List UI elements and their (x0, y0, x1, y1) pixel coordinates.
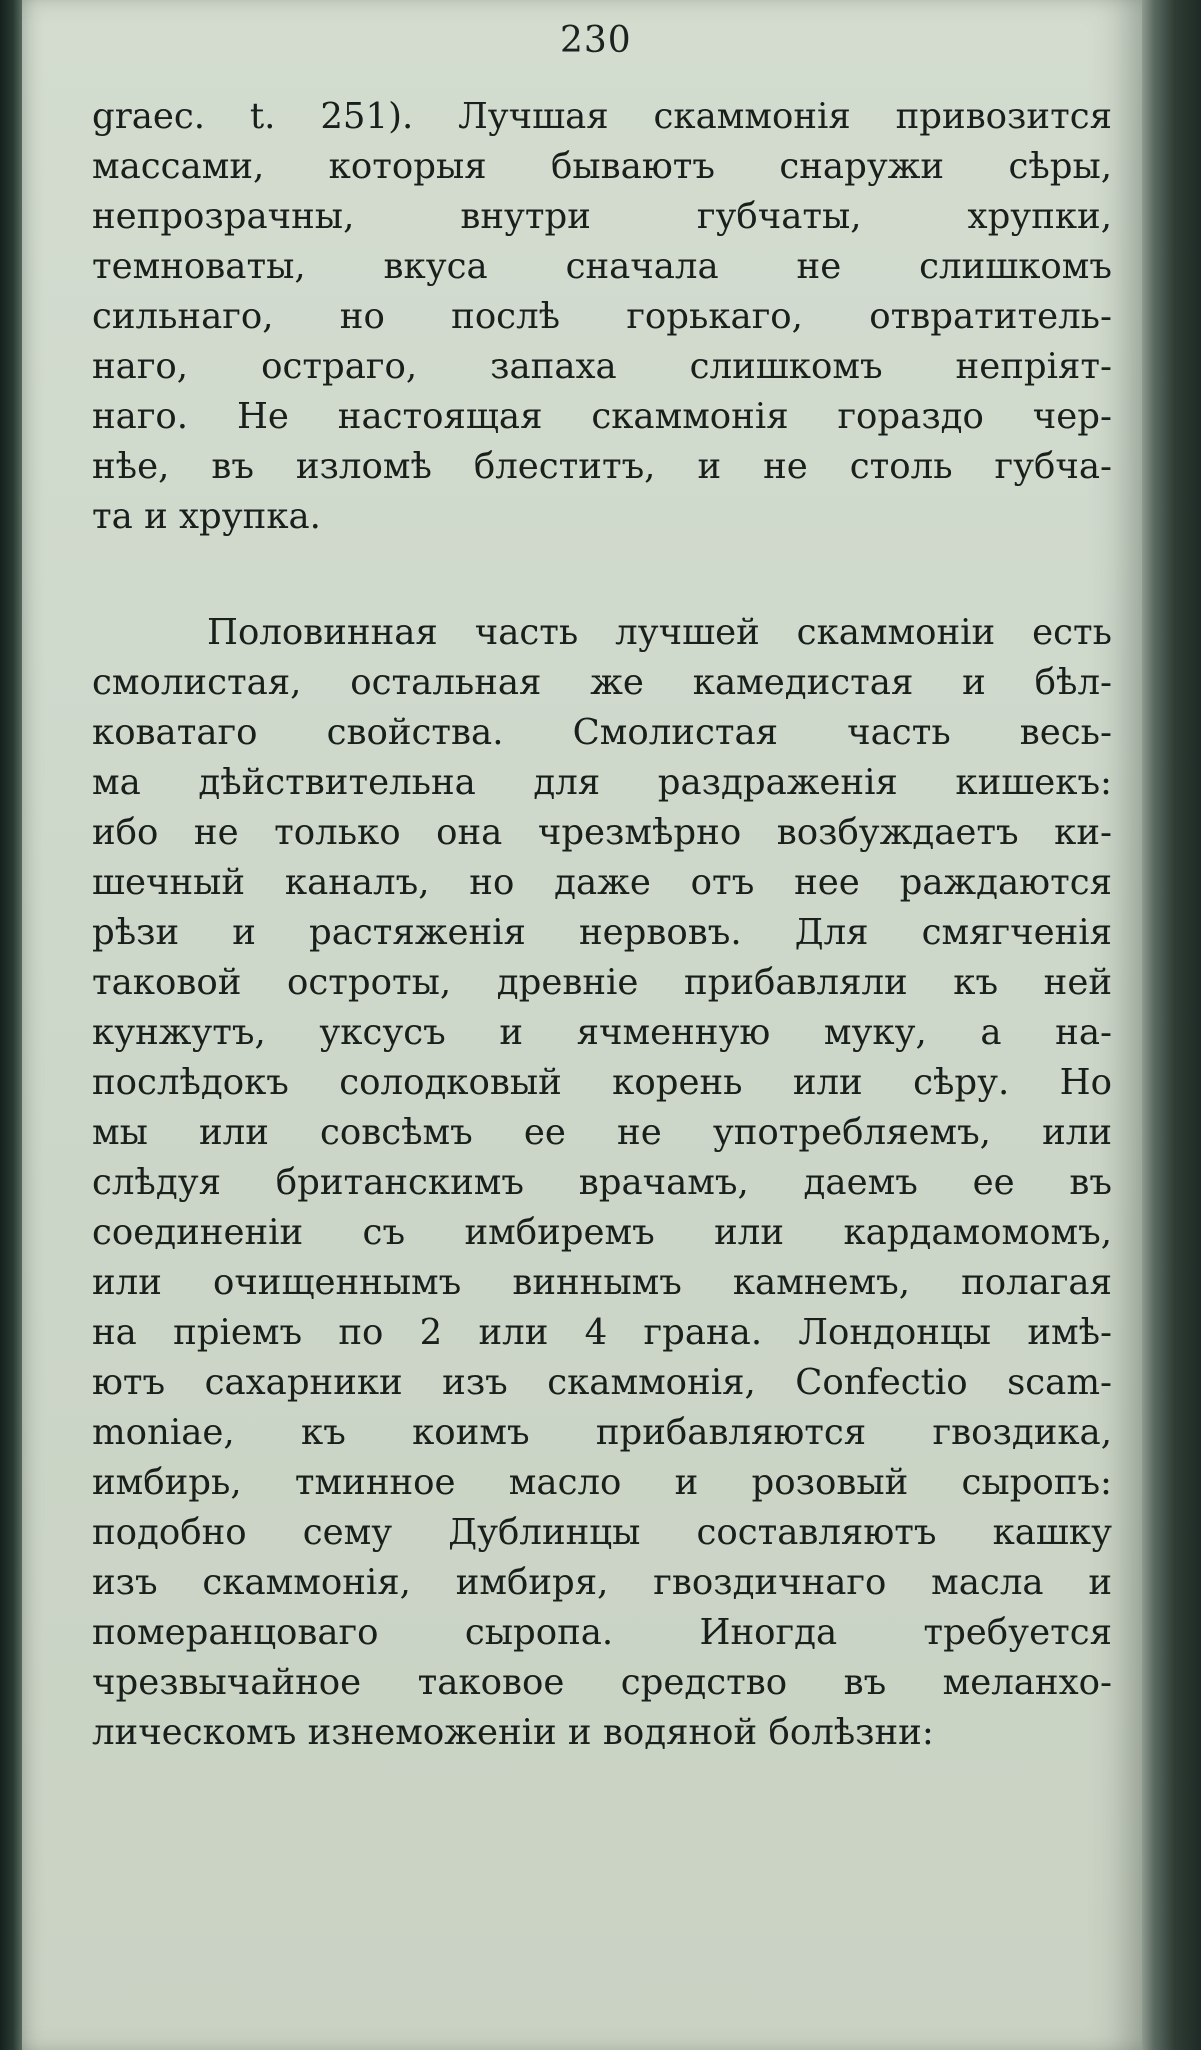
book-page-edge (1142, 0, 1201, 2050)
text-line: подобно сему Дублинцы составляютъ кашку (92, 1512, 1112, 1553)
text-line: рѣзи и растяженія нервовъ. Для смягченія (92, 912, 1112, 953)
text-line: на пріемъ по 2 или 4 грана. Лондонцы имѣ- (92, 1312, 1112, 1353)
text-line: послѣдокъ солодковый корень или сѣру. Но (92, 1062, 1112, 1103)
text-line: кунжутъ, уксусъ и ячменную муку, а на- (92, 1012, 1112, 1053)
text-line: graec. t. 251). Лучшая скаммонія привозится (92, 96, 1112, 137)
text-line: темноваты, вкуса сначала не слишкомъ (92, 246, 1112, 287)
text-line: ютъ сахарники изъ скаммонія, Confectio scam- (92, 1362, 1112, 1403)
text-line: наго. Не настоящая скаммонія гораздо чер- (92, 396, 1112, 437)
paragraph-2 (92, 608, 1112, 1758)
text-line: смолистая, остальная же камедистая и бѣл- (92, 662, 1112, 703)
text-line: moniae, къ коимъ прибавляются гвоздика, (92, 1412, 1112, 1453)
text-line: Половинная часть лучшей скаммоніи есть (207, 612, 1112, 653)
paragraph-1 (92, 92, 1112, 542)
page-number: 230 (560, 20, 632, 61)
book-gutter (0, 0, 22, 2050)
text-line: ибо не только она чрезмѣрно возбуждаетъ ки- (92, 812, 1112, 853)
text-line: непрозрачны, внутри губчаты, хрупки, (92, 196, 1112, 237)
text-line: сильнаго, но послѣ горькаго, отвратитель- (92, 296, 1112, 337)
text-line: коватаго свойства. Смолистая часть весь- (92, 712, 1112, 753)
text-line: наго, остраго, запаха слишкомъ непрiят- (92, 346, 1112, 387)
text-line: слѣдуя британскимъ врачамъ, даемъ ее въ (92, 1162, 1112, 1203)
page-text (92, 92, 1112, 1758)
text-line: изъ скаммонія, имбиря, гвоздичнаго масла и (92, 1562, 1112, 1603)
text-line: та и хрупка. (92, 496, 321, 537)
text-line: мы или совсѣмъ ее не употребляемъ, или (92, 1112, 1112, 1153)
paragraph-gap (92, 542, 1112, 608)
text-line: соединеніи съ имбиремъ или кардамомомъ, (92, 1212, 1112, 1253)
text-line: нѣе, въ изломѣ блеститъ, и не столь губча- (92, 446, 1112, 487)
text-line: массами, которыя бываютъ снаружи сѣры, (92, 146, 1112, 187)
text-line: ма дѣйствительна для раздраженія кишекъ: (92, 762, 1112, 803)
text-line: таковой остроты, древніе прибавляли къ ней (92, 962, 1112, 1003)
text-line: померанцоваго сыропа. Иногда требуется (92, 1612, 1112, 1653)
text-line: лическомъ изнеможеніи и водяной болѣзни: (92, 1712, 934, 1753)
text-line: шечный каналъ, но даже отъ нее раждаются (92, 862, 1112, 903)
text-line: или очищеннымъ виннымъ камнемъ, полагая (92, 1262, 1112, 1303)
text-line: имбирь, тминное масло и розовый сыропъ: (92, 1462, 1112, 1503)
text-line: чрезвычайное таковое средство въ меланхо- (92, 1662, 1112, 1703)
